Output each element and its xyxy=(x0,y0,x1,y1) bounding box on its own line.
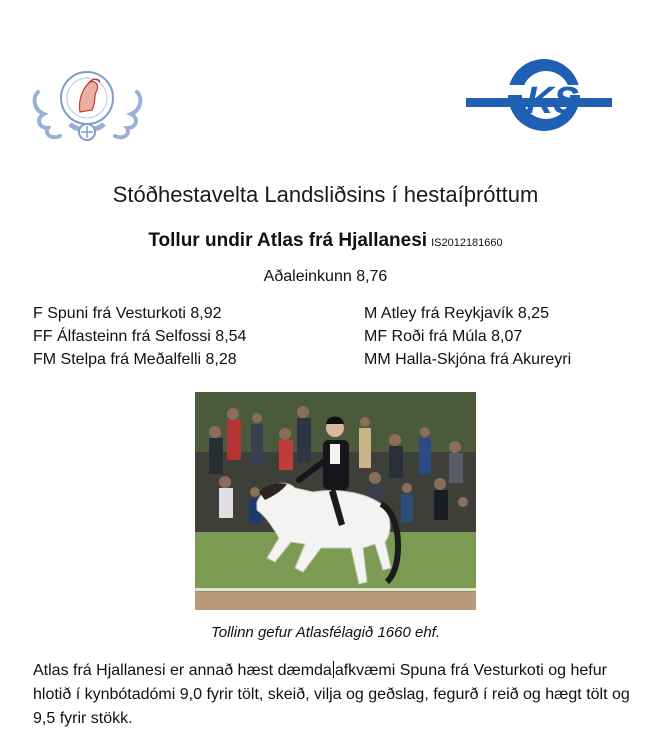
description-part-2: afkvæmi Spuna frá Vesturkoti og hefur hlotið í kynbótadómi 9,0 fyrir tölt, skeið, vilja og geðslag, fegurð í reið og hægt tölt og 9,5 fyrir stökk. xyxy=(33,662,630,727)
pedigree-line: FF Álfasteinn frá Selfossi 8,54 xyxy=(33,328,247,345)
description-part-1: Atlas frá Hjallanesi er annað hæst dæmda xyxy=(33,662,332,679)
photo-caption: Tollinn gefur Atlasfélagið 1660 ehf. xyxy=(210,624,441,641)
pedigree-line: M Atley frá Reykjavík 8,25 xyxy=(364,305,549,322)
pedigree-line: MF Roði frá Múla 8,07 xyxy=(364,328,523,345)
pedigree-line: FM Stelpa frá Meðalfelli 8,28 xyxy=(33,351,237,368)
stallion-name: Tollur undir Atlas frá Hjallanesi xyxy=(148,230,428,251)
horse-photo xyxy=(195,392,476,610)
page-title: Stóðhestavelta Landsliðsins í hestaíþróttum xyxy=(112,182,539,207)
pedigree-dam-side xyxy=(364,302,571,371)
stallion-id: IS2012181660 xyxy=(431,237,503,249)
description-paragraph xyxy=(33,659,633,731)
landssamband-logo xyxy=(30,58,145,148)
pedigree-line: MM Halla-Skjóna frá Akureyri xyxy=(364,351,572,368)
pedigree-line: F Spuni frá Vesturkoti 8,92 xyxy=(33,305,222,322)
text-cursor xyxy=(333,661,334,678)
pedigree-sire-side xyxy=(33,302,246,371)
stallion-heading xyxy=(0,230,651,252)
ks-logo xyxy=(466,55,616,140)
ks-logo-text: KS xyxy=(526,80,579,122)
main-score: Aðaleinkunn 8,76 xyxy=(263,268,388,285)
